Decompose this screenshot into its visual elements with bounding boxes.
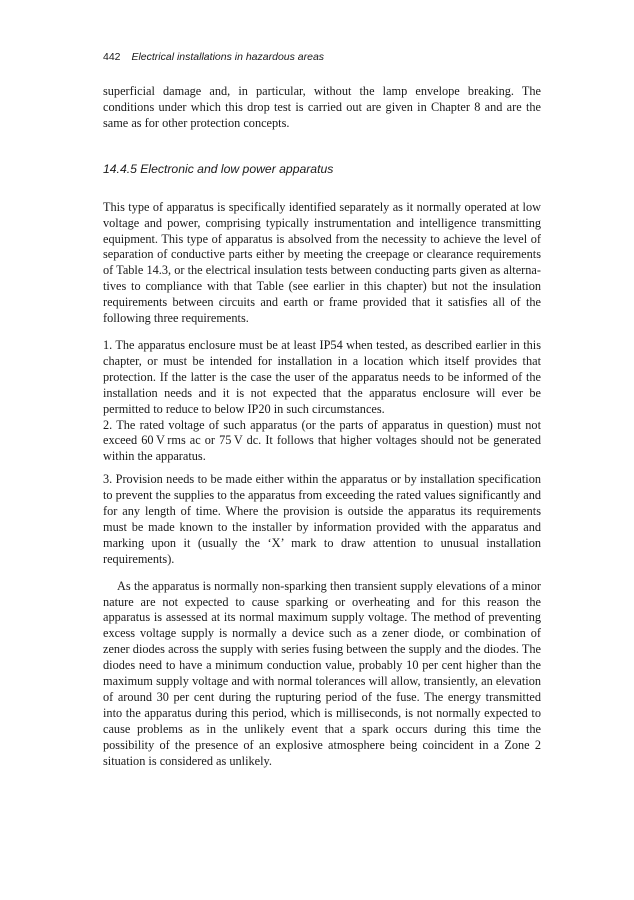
requirement-3: 3. Provision needs to be made either within the apparatus or by installation specification to prevent the supplies to the apparatus from exceeding the rated values significantly and for any length of time. Where the provision is outside the apparatus its requirements must be made known to the installer by information provided with the apparatus and marking upon it (usually the ‘X’ mark to draw attention to unusual installation requirements).	[103, 472, 541, 566]
intro-paragraph: This type of apparatus is specifically identified separately as it normally operated at low voltage and power, comprising typically instrumentation and intelligence transmitting equipment. This type of apparatus is absolved from the necessity to achieve the level of separation of conductive parts either by meeting the creepage or clearance requirements of Table 14.3, or the electrical insulation tests between conducting parts given as alternatives to compliance with that Table (see earlier in this chapter) but not the insulation requirements between circuits and earth or frame provided that it satisfies all of the following three requirements.	[103, 199, 541, 326]
running-head	[103, 50, 541, 64]
continued-paragraph: superficial damage and, in particular, without the lamp envelope breaking. The conditions under which this drop test is carried out are given in Chapter 8 and are the same as for other protection concepts.	[103, 84, 541, 130]
page-number: 442	[103, 51, 121, 63]
requirement-1: 1. The apparatus enclosure must be at least IP54 when tested, as described earlier in this chapter, or must be intended for installation in a location which itself provides that protection. If the latter is the case the user of the apparatus needs to be informed of the installation needs and it is not expected that the apparatus enclosure will ever be permitted to reduce to below IP20 in such circumstances.	[103, 337, 541, 416]
running-head-title: Electrical installations in hazardous areas	[131, 51, 325, 63]
requirement-2: 2. The rated voltage of such apparatus (or the parts of apparatus in question) must not exceed 60 V rms ac or 75 V dc. It follows that higher voltages should not be generated within the apparatus.	[103, 417, 541, 464]
closing-paragraph: As the apparatus is normally non-sparking then transient supply elevations of a minor nature are not expected to cause sparking or overheating and for this reason the apparatus is assessed at its normal maximum supply voltage. The method of preventing excess voltage supply is normally a device such as a zener diode, or combination of zener diodes across the supply with series fusing between the supply and the diodes. The diodes need to have a minimum conduction value, probably 10 per cent higher than the maximum supply voltage and with normal tolerances will allow, transiently, an elevation of around 30 per cent during the rupturing period of the fuse. The energy transmitted into the apparatus during this period, which is milliseconds, is not normally expected to cause problems as in the unlikely event that a spark occurs during this time the possibility of the presence of an explosive atmosphere being coincident in a Zone 2 situation is considered as unlikely.	[103, 578, 541, 768]
book-page	[103, 50, 541, 770]
section-heading: 14.4.5 Electronic and low power apparatus	[103, 161, 334, 176]
